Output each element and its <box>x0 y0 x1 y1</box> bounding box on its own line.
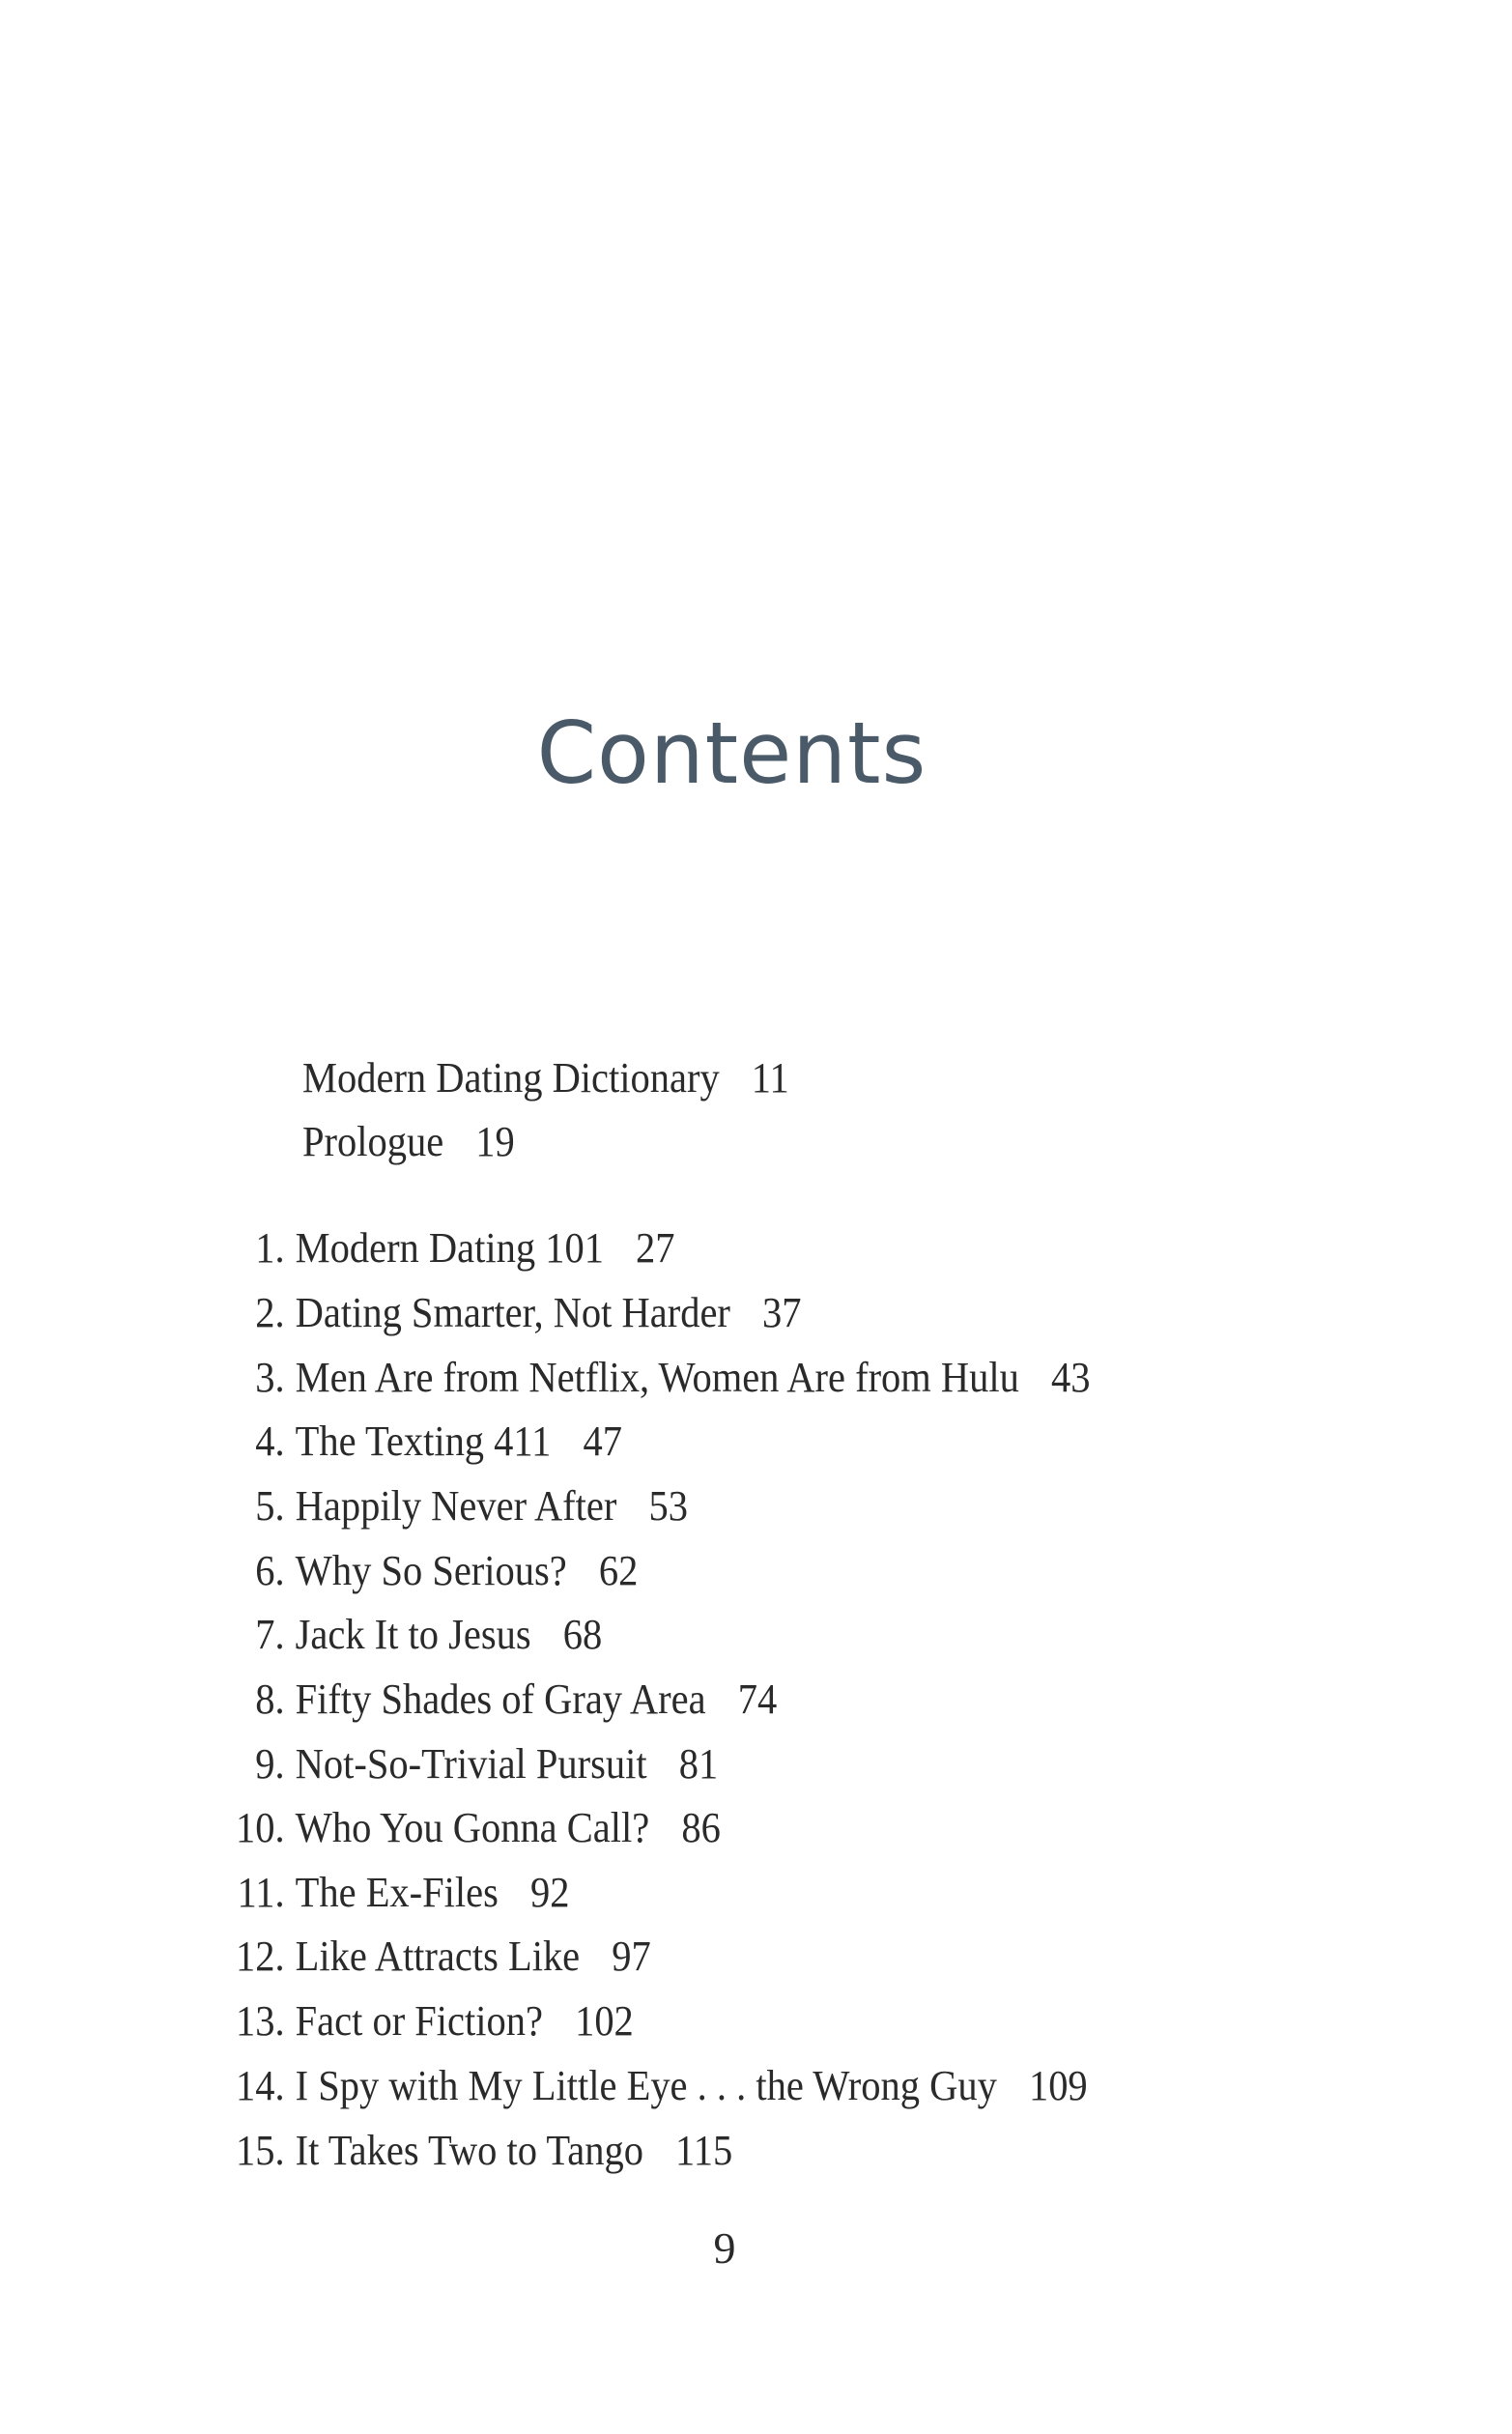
chapter-title: The Texting 411 <box>295 1417 552 1465</box>
chapter-title: Not-So-Trivial Pursuit <box>295 1740 647 1788</box>
chapter-number: 11. <box>237 1869 285 1916</box>
chapter-page: 81 <box>678 1740 719 1788</box>
toc-entry-label: Modern Dating Dictionary <box>302 1054 720 1102</box>
toc-entry-page: 19 <box>475 1118 515 1165</box>
toc-chapter-3 <box>214 1349 1090 1407</box>
chapter-title: Modern Dating 101 <box>295 1224 604 1272</box>
chapter-title: Fact or Fiction? <box>295 1997 543 2045</box>
toc-chapter-14 <box>214 2057 1088 2115</box>
toc-chapter-6 <box>214 1542 638 1600</box>
toc-chapter-4 <box>214 1413 622 1471</box>
chapter-number: 7. <box>255 1611 285 1658</box>
toc-chapter-12 <box>214 1928 651 1986</box>
page-title: Contents <box>536 703 927 803</box>
chapter-number: 2. <box>255 1289 285 1336</box>
toc-chapter-2 <box>214 1284 802 1342</box>
toc-chapter-1 <box>214 1219 675 1277</box>
chapter-page: 92 <box>529 1869 570 1916</box>
toc-chapter-10 <box>214 1799 721 1857</box>
chapter-page: 86 <box>681 1804 721 1851</box>
toc-chapter-8 <box>214 1671 777 1729</box>
chapter-number: 9. <box>255 1740 285 1788</box>
chapter-title: Like Attracts Like <box>295 1933 581 1980</box>
toc-chapter-11 <box>214 1864 569 1922</box>
chapter-title: Men Are from Netflix, Women Are from Hulu <box>295 1354 1019 1401</box>
chapter-page: 74 <box>737 1675 778 1723</box>
chapter-title: Who You Gonna Call? <box>295 1804 650 1851</box>
chapter-title: Dating Smarter, Not Harder <box>295 1289 730 1336</box>
toc-entry-page: 11 <box>751 1054 789 1102</box>
chapter-page: 97 <box>612 1933 651 1980</box>
toc-chapter-15 <box>214 2122 732 2180</box>
toc-entry-dictionary <box>302 1049 789 1107</box>
toc-chapter-7 <box>214 1606 602 1664</box>
chapter-page: 109 <box>1028 2062 1088 2109</box>
chapter-number: 3. <box>255 1354 285 1401</box>
toc-entry-label: Prologue <box>302 1118 444 1165</box>
toc-chapter-9 <box>214 1735 718 1793</box>
chapter-number: 14. <box>236 2062 285 2109</box>
toc-chapter-13 <box>214 1992 634 2050</box>
chapter-page: 62 <box>598 1547 639 1594</box>
chapter-number: 8. <box>255 1675 285 1723</box>
chapter-number: 10. <box>236 1804 285 1851</box>
chapter-number: 15. <box>236 2127 285 2174</box>
chapter-page: 102 <box>575 1997 634 2045</box>
page-number: 9 <box>713 2223 736 2273</box>
chapter-page: 43 <box>1050 1354 1091 1401</box>
chapter-page: 115 <box>675 2127 733 2174</box>
chapter-title: Jack It to Jesus <box>295 1611 531 1658</box>
chapter-number: 4. <box>255 1417 285 1465</box>
toc-chapter-5 <box>214 1477 688 1535</box>
chapter-title: Why So Serious? <box>295 1547 567 1594</box>
chapter-number: 12. <box>236 1933 285 1980</box>
chapter-number: 5. <box>255 1482 285 1530</box>
chapter-page: 53 <box>648 1482 688 1530</box>
chapter-title: I Spy with My Little Eye . . . the Wrong Guy <box>295 2062 997 2109</box>
chapter-page: 27 <box>636 1224 675 1272</box>
chapter-title: The Ex-Files <box>295 1869 499 1916</box>
toc-entry-prologue <box>302 1113 515 1171</box>
chapter-title: Fifty Shades of Gray Area <box>295 1675 706 1723</box>
chapter-number: 6. <box>255 1547 285 1594</box>
chapter-number: 1. <box>255 1224 285 1272</box>
chapter-title: It Takes Two to Tango <box>295 2127 643 2174</box>
chapter-page: 37 <box>762 1289 802 1336</box>
chapter-page: 47 <box>583 1417 622 1465</box>
chapter-number: 13. <box>236 1997 285 2045</box>
chapter-page: 68 <box>562 1611 603 1658</box>
chapter-title: Happily Never After <box>295 1482 617 1530</box>
